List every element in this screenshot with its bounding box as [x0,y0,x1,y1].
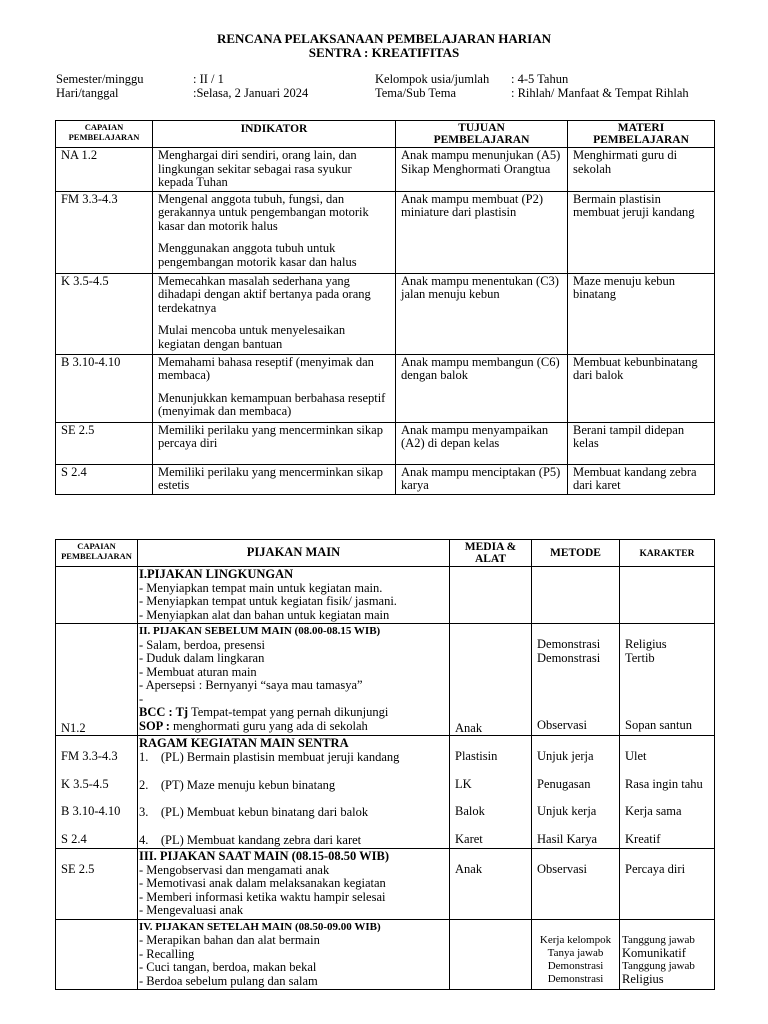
sop-line: SOP : menghormati guru yang ada di sekolah [139,718,368,733]
indikator-cell: Memecahkan masalah sederhana yang dihadapi dengan aktif bertanya pada orang terdekatnya Mulai mencoba untuk menyelesaikan kegiatan dengan bantuan [153,273,396,354]
materi-cell: Membuat kandang zebra dari karet [568,464,715,494]
list-item: - Apersepsi : Bernyanyi “saya mau tamasya” [139,679,444,693]
list-item [139,693,444,707]
tujuan-cell: Anak mampu menciptakan (P5) karya [396,464,568,494]
list-item: - Merapikan bahan dan alat bermain [139,934,444,948]
list-item: 3. (PL) Membuat kebun binatang dari balok [139,804,369,819]
cp-cell: N1.2 [56,624,138,736]
indikator-cell: Memiliki perilaku yang mencerminkan sikap estetis [153,464,396,494]
list-item: - Duduk dalam lingkaran [139,652,444,666]
table-row [56,422,715,464]
cp-cell: S 2.4 [56,464,153,494]
doc-subtitle: SENTRA : KREATIFITAS [308,45,460,60]
metode-cell: Demonstrasi Demonstrasi Observasi [532,624,620,736]
tema-value: : Rihlah/ Manfaat & Tempat Rihlah [511,86,689,100]
semester-label: Semester/minggu [56,72,144,86]
list-item: - Salam, berdoa, presensi [139,639,444,653]
header-media: MEDIA & ALAT [450,540,532,567]
section-title: II. PIJAKAN SEBELUM MAIN (08.00-08.15 WIB) [139,625,381,637]
table-row [56,191,715,273]
section-title: RAGAM KEGIATAN MAIN SENTRA [139,736,349,750]
tema-label: Tema/Sub Tema [375,86,456,100]
section-title: III. PIJAKAN SAAT MAIN (08.15-08.50 WIB) [139,849,390,863]
cp-cell: B 3.10-4.10 [56,354,153,422]
cp-cell: NA 1.2 [56,148,153,192]
cp-cell: SE 2.5 [56,849,138,920]
cp-cell: K 3.5-4.5 [56,273,153,354]
list-item: - Mengevaluasi anak [139,904,444,918]
hari-value: :Selasa, 2 Januari 2024 [193,86,309,100]
tujuan-cell: Anak mampu membangun (C6) dengan balok [396,354,568,422]
metode-cell: Observasi [532,849,620,920]
section-pijakan-setelah-main [56,919,715,990]
list-item: - Menyiapkan tempat untuk kegiatan fisik/ jasmani. [139,595,444,609]
list-item: - Cuci tangan, berdoa, makan bekal [139,961,444,975]
header-tujuan: TUJUAN PEMBELAJARAN [396,121,568,148]
karakter-cell: Percaya diri [620,849,715,920]
materi-cell: Berani tampil didepan kelas [568,422,715,464]
table-row [56,464,715,494]
section-pijakan-sebelum-main [56,624,715,736]
list-item: 1. (PL) Bermain plastisin membuat jeruji kandang [139,749,400,764]
materi-cell: Bermain plastisin membuat jeruji kandang [568,191,715,273]
bcc-line: BCC : Tj Tempat-tempat yang pernah dikunjungi [139,705,389,719]
list-item: 4. (PL) Membuat kandang zebra dari karet [139,832,362,847]
media-cell: Anak [450,624,532,736]
metode-cell: Kerja kelompok Tanya jawab Demonstrasi Demonstrasi [532,919,620,990]
indikator-cell: Memahami bahasa reseptif (menyimak dan membaca) Menunjukkan kemampuan berbahasa reseptif (menyimak dan membaca) [153,354,396,422]
section-title: I.PIJAKAN LINGKUNGAN [139,567,294,581]
karakter-cell: Religius Tertib Sopan santun [620,624,715,736]
header-karakter: KARAKTER [620,540,715,567]
section-pijakan-lingkungan [56,567,715,624]
tujuan-cell: Anak mampu menunjukan (A5) Sikap Menghormati Orangtua [396,148,568,192]
header-materi: MATERI PEMBELAJARAN [568,121,715,148]
header-capaian: CAPAIAN PEMBELAJARAN [56,540,138,567]
karakter-cell: Tanggung jawab Komunikatif Tanggung jawab Religius [620,919,715,990]
list-item: - Mengobservasi dan mengamati anak [139,864,444,878]
cp-cell: SE 2.5 [56,422,153,464]
header-indikator: INDIKATOR [153,121,396,148]
list-item: - Recalling [139,948,444,962]
indikator-cell: Menghargai diri sendiri, orang lain, dan lingkungan sekitar sebagai rasa syukur kepada Tuhan [153,148,396,192]
doc-title: RENCANA PELAKSANAAN PEMBELAJARAN HARIAN [216,31,552,46]
table-row [56,354,715,422]
table-row [56,273,715,354]
header-metode: METODE [532,540,620,567]
section-pijakan-saat-main [56,849,715,920]
karakter-cell: Ulet Rasa ingin tahu Kerja sama Kreatif [620,736,715,849]
pijakan-table [55,539,715,990]
list-item: - Berdoa sebelum pulang dan salam [139,975,444,989]
media-cell: Plastisin LK Balok Karet [450,736,532,849]
list-item: - Memotivasi anak dalam melaksanakan kegiatan [139,877,444,891]
header-pijakan: PIJAKAN MAIN [138,540,450,567]
section-ragam-kegiatan [56,736,715,849]
materi-cell: Menghirmati guru di sekolah [568,148,715,192]
list-item: - Membuat aturan main [139,666,444,680]
list-item: - Menyiapkan tempat main untuk kegiatan main. [139,582,444,596]
list-item: 2. (PT) Maze menuju kebun binatang [139,777,336,792]
kelompok-value: : 4-5 Tahun [511,72,569,86]
kelompok-label: Kelompok usia/jumlah [375,72,490,86]
cp-cell: FM 3.3-4.3 K 3.5-4.5 B 3.10-4.10 S 2.4 [56,736,138,849]
table-row [56,148,715,192]
tujuan-cell: Anak mampu membuat (P2) miniature dari plastisin [396,191,568,273]
indikator-cell: Mengenal anggota tubuh, fungsi, dan gerakannya untuk pengembangan motorik kasar dan motorik halus Menggunakan anggota tubuh untuk pengembangan motorik kasar dan halus [153,191,396,273]
media-cell: Anak [450,849,532,920]
indikator-cell: Memiliki perilaku yang mencerminkan sikap percaya diri [153,422,396,464]
tujuan-cell: Anak mampu menyampaikan (A2) di depan kelas [396,422,568,464]
tujuan-cell: Anak mampu menentukan (C3) jalan menuju kebun [396,273,568,354]
section-title: IV. PIJAKAN SETELAH MAIN (08.50-09.00 WIB) [139,920,381,933]
cp-cell: FM 3.3-4.3 [56,191,153,273]
list-item: - Menyiapkan alat dan bahan untuk kegiatan main [139,609,444,623]
metode-cell: Unjuk jerja Penugasan Unjuk kerja Hasil Karya [532,736,620,849]
indikator-table [55,120,715,495]
semester-value: : II / 1 [193,72,224,86]
materi-cell: Membuat kebunbinatang dari balok [568,354,715,422]
materi-cell: Maze menuju kebun binatang [568,273,715,354]
header-capaian: CAPAIAN PEMBELAJARAN [56,121,153,148]
hari-label: Hari/tanggal [56,86,119,100]
list-item: - Memberi informasi ketika waktu hampir selesai [139,891,444,905]
